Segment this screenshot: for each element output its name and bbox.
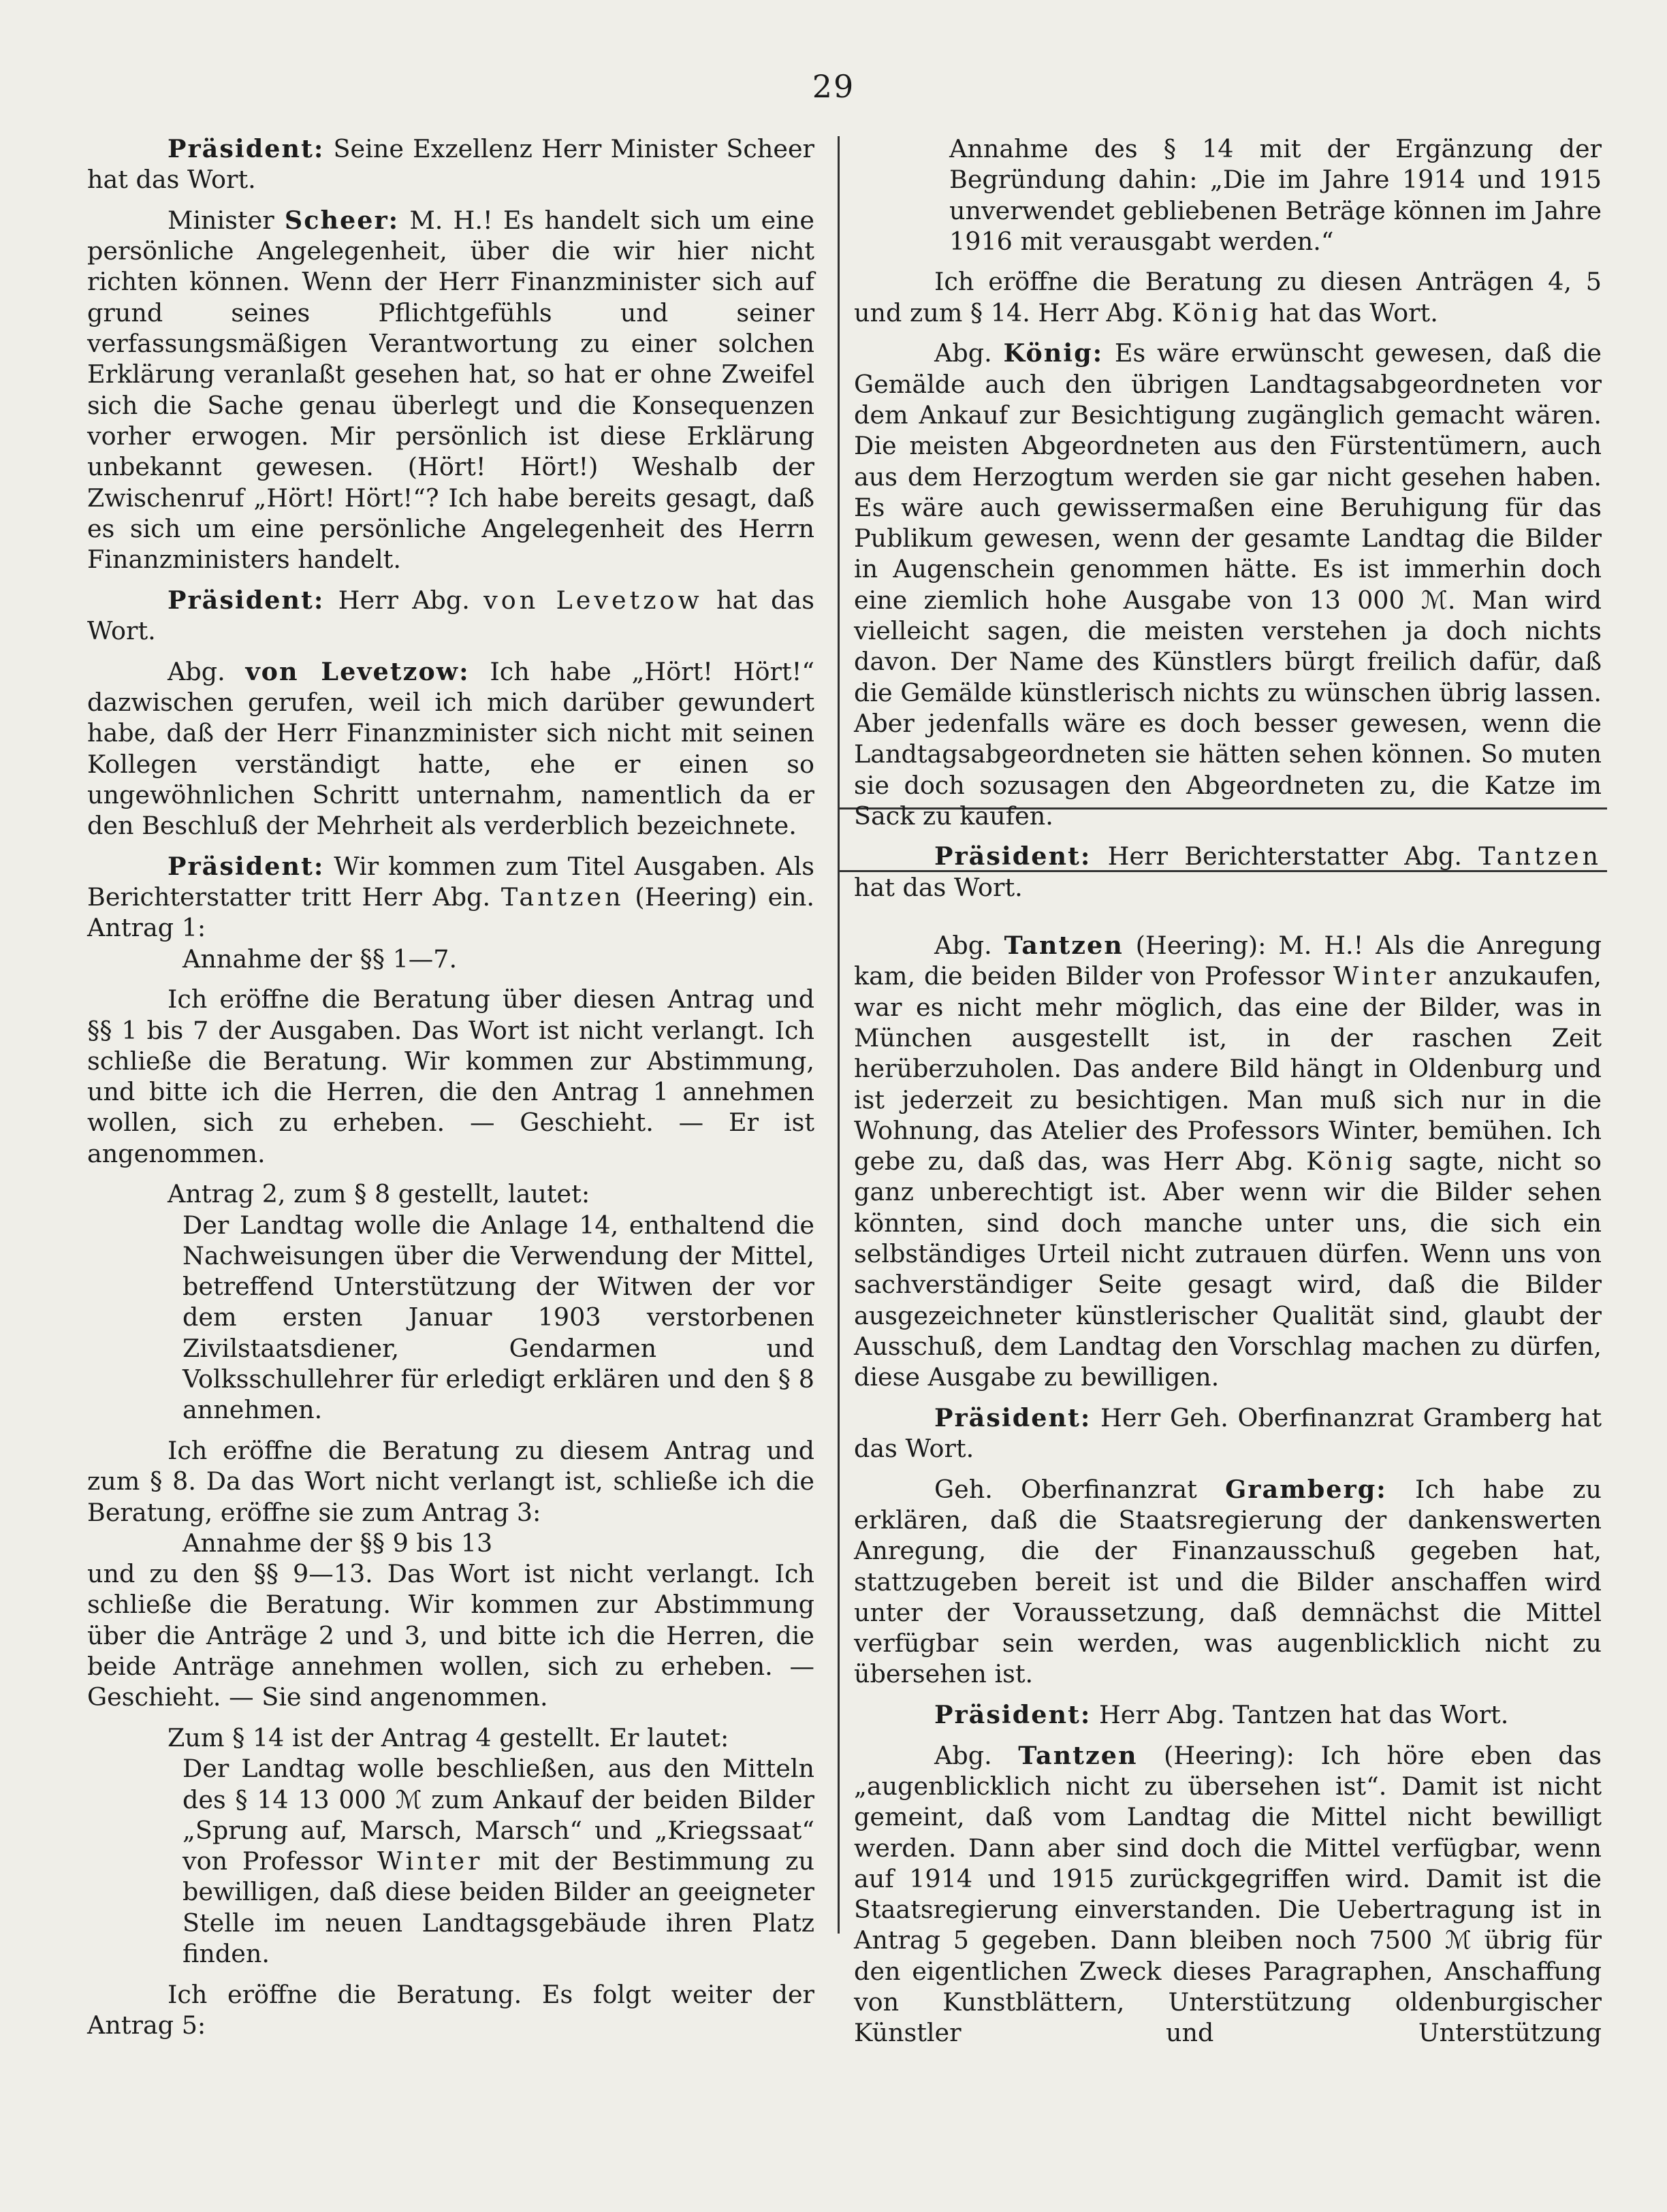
- speaker-label: Präsident:: [168, 585, 325, 615]
- paragraph-text: hat das Wort.: [87, 585, 815, 646]
- speaker-label: Tantzen: [1018, 1740, 1138, 1770]
- paragraph: und zu den §§ 9—13. Das Wort ist nicht verlangt. Ich schließe die Beratung. Wir kommen zur Abstimmung über die Anträge 2 und 3, und bitte ich die Herren, die beide Anträge annehmen wollen, sich zu erheben. — Geschieht. — Sie sind angenommen.: [87, 1559, 814, 1712]
- spaced-name: König: [1306, 1147, 1396, 1176]
- paragraph-text: hat das Wort.: [854, 872, 1023, 902]
- paragraph: Ich eröffne die Beratung über diesen Antrag und §§ 1 bis 7 der Ausgaben. Das Wort ist nicht verlangt. Ich schließe die Beratung. Wir kommen zur Abstimmung, und bitte ich die Herren, die den Antrag 1 annehmen wollen, sich zu erheben. — Geschieht. — Er ist angenommen.: [87, 984, 814, 1168]
- speaker-label: Gramberg:: [1225, 1474, 1387, 1504]
- motion-line: Annahme der §§ 9 bis 13: [182, 1528, 493, 1558]
- paragraph-text: Ich eröffne die Beratung zu diesen Anträgen 4, 5 und zum § 14. Herr Abg.: [854, 267, 1602, 327]
- spaced-name: Winter: [1333, 961, 1440, 991]
- column-divider: [838, 136, 840, 1934]
- motion-text: Der Landtag wolle beschließen, aus den Mitteln des § 14 13 000 ℳ zum Ankauf der beiden Bilder „Sprung auf, Marsch, Marsch“ und „Kriegssaat“ von Professor: [182, 1754, 814, 1876]
- paragraph: [854, 266, 1602, 328]
- spaced-name: Tantzen: [501, 882, 624, 912]
- paragraph: [854, 338, 1602, 831]
- paragraph-text: Herr Abg. Tantzen hat das Wort.: [1091, 1700, 1509, 1730]
- paragraph-text: (Heering) ein. Antrag 1:: [87, 882, 814, 943]
- paragraph-text: Ich habe „Hört! Hört!“ dazwischen gerufen, weil ich mich darüber gewundert habe, daß der Herr Finanzminister sich nicht mit seinen Kollegen verständigt hatte, ehe er einen so ungewöhnlichen Schritt unternahm, namentlich da er den Beschluß der Mehrheit als verderblich bezeichnete.: [87, 656, 814, 841]
- speaker-label: Tantzen: [1004, 931, 1124, 961]
- paragraph-text: Wir kommen zum Titel Ausgaben. Als Berichterstatter tritt Herr Abg.: [87, 851, 814, 912]
- paragraph: [854, 1474, 1602, 1690]
- left-column: [87, 133, 814, 2050]
- paragraph: [854, 841, 1602, 903]
- paragraph: Antrag 2, zum § 8 gestellt, lautet:: [168, 1179, 590, 1209]
- speaker-prefix: Abg.: [934, 1740, 1019, 1770]
- motion-block: [182, 1753, 814, 1969]
- speaker-label: Präsident:: [168, 134, 325, 163]
- motion-line: Annahme der §§ 1—7.: [182, 944, 458, 974]
- spaced-name: Winter: [377, 1846, 483, 1876]
- speaker-prefix: Abg.: [934, 931, 1004, 961]
- paragraph-text: Es wäre erwünscht gewesen, daß die Gemälde auch den übrigen Landtagsabgeordneten vor dem Ankauf zur Besichtigung zugänglich gemacht wären. Die meisten Abgeordneten aus den Fürstentümern, auch aus dem Herzogtum werden sie gar nicht gesehen haben. Es wäre auch gewissermaßen eine Beruhigung für das Publikum gewesen, wenn der gesamte Landtag die Bilder in Augenschein genommen hätte. Es ist immerhin doch eine ziemlich hohe Ausgabe von 13 000 ℳ. Man wird vielleicht sagen, die meisten verstehen ja doch nichts davon. Der Name des Künstlers bürgt freilich dafür, daß die Gemälde künstlerisch nichts zu wünschen übrig lassen. Aber jedenfalls wäre es doch besser gewesen, wenn die Landtagsabgeordneten sie hätten sehen können. So muten sie doch sozusagen den Abgeordneten zu, die Katze im Sack zu kaufen.: [854, 338, 1602, 831]
- paragraph: [87, 205, 814, 575]
- paragraph: [87, 656, 814, 841]
- paragraph: [854, 930, 1602, 1392]
- motion-text: mit der Bestimmung zu bewilligen, daß diese beiden Bilder an geeigneter Stelle im neuen Landtagsgebäude ihren Platz finden.: [182, 1846, 814, 1968]
- paragraph: [87, 585, 814, 647]
- right-column: [854, 133, 1602, 2058]
- speaker-label: Präsident:: [934, 1700, 1092, 1730]
- speaker-prefix: Minister: [168, 205, 285, 235]
- paragraph-text: hat das Wort.: [1261, 298, 1438, 327]
- paragraph-text: Herr Berichterstatter Abg.: [1091, 841, 1479, 871]
- paragraph-text: anzukaufen, war es nicht mehr möglich, das eine der Bilder, was in München ausgestellt ist, in der raschen Zeit herüberzuholen. Das andere Bild hängt in Oldenburg und ist jederzeit zu besichtigen. Man muß sich nur in die Wohnung, das Atelier des Professors Winter, bemühen. Ich gebe zu, daß das, was Herr Abg.: [854, 961, 1602, 1176]
- paragraph-text: M. H.! Es handelt sich um eine persönliche Angelegenheit, über die wir hier nicht richten können. Wenn der Herr Finanzminister sich auf grund seines Pflichtgefühls und seiner verfassungsmäßigen Verantwortung zu einer solchen Erklärung veranlaßt gesehen hat, so hat er ohne Zweifel sich die Sache genau überlegt und die Konsequenzen vorher erwogen. Mir persönlich ist diese Erklärung unbekannt gewesen. (Hört! Hört!) Weshalb der Zwischenruf „Hört! Hört!“? Ich habe bereits gesagt, daß es sich um eine persönliche Angelegenheit des Herrn Finanzministers handelt.: [87, 205, 815, 575]
- paragraph: [854, 1740, 1602, 2049]
- speaker-prefix: Geh. Oberfinanzrat: [934, 1474, 1226, 1504]
- paragraph-text: Ich habe zu erklären, daß die Staatsregierung der dankenswerten Anregung, die der Finanzausschuß gegeben hat, stattzugeben bereit ist und die Bilder anschaffen wird unter der Voraussetzung, daß demnächst die Mittel verfügbar sein werden, was augenblicklich nicht zu übersehen ist.: [854, 1474, 1602, 1689]
- motion-block: Der Landtag wolle die Anlage 14, enthaltend die Nachweisungen über die Verwendung der Mittel, betreffend Unterstützung der Witwen der vor dem ersten Januar 1903 verstorbenen Zivilstaatsdiener, Gendarmen und Volksschullehrer für erledigt erklären und den § 8 annehmen.: [182, 1210, 814, 1425]
- paragraph: [854, 1699, 1602, 1730]
- spaced-name: Tantzen: [1478, 841, 1602, 871]
- paragraph: Ich eröffne die Beratung zu diesem Antrag und zum § 8. Da das Wort nicht verlangt ist, schließe ich die Beratung, eröffne sie zum Antrag 3:: [87, 1435, 814, 1527]
- paragraph-text: (Heering): M. H.! Als die Anregung kam, die beiden Bilder von Professor: [854, 931, 1602, 991]
- paragraph: Zum § 14 ist der Antrag 4 gestellt. Er lautet:: [168, 1722, 729, 1752]
- speaker-prefix: Abg.: [168, 656, 246, 686]
- speaker-prefix: Abg.: [934, 338, 1004, 368]
- speaker-label: Präsident:: [934, 1402, 1092, 1432]
- spaced-name: von Levetzow: [483, 585, 703, 615]
- speaker-label: König:: [1003, 338, 1104, 368]
- speaker-label: Präsident:: [168, 851, 325, 881]
- paragraph: [87, 133, 814, 195]
- paragraph: [854, 1402, 1602, 1464]
- spaced-name: König: [1171, 298, 1262, 327]
- paragraph: [87, 851, 814, 944]
- page-number: 29: [812, 68, 855, 105]
- paragraph-text: Seine Exzellenz Herr Minister Scheer hat das Wort.: [87, 134, 814, 195]
- paragraph: Ich eröffne die Beratung. Es folgt weiter der Antrag 5:: [87, 1979, 814, 2040]
- motion-block: Annahme des § 14 mit der Ergänzung der Begründung dahin: „Die im Jahre 1914 und 1915 unverwendet gebliebenen Beträge können im Jahre 1916 mit verausgabt werden.“: [949, 134, 1602, 256]
- paragraph-text: (Heering): Ich höre eben das „augenblicklich nicht zu übersehen ist“. Damit ist nicht gemeint, daß vom Landtag die Mittel nicht bewilligt werden. Dann aber sind doch die Mittel verfügbar, wenn auf 1914 und 1915 zurückgegriffen wird. Damit ist die Staatsregierung einverstanden. Die Uebertragung ist in Antrag 5 gegeben. Dann bleiben noch 7500 ℳ übrig für den eigentlichen Zweck dieses Paragraphen, Anschaffung von Kunstblättern, Unterstützung oldenburgischer Künstler und Unterstützung: [854, 1740, 1602, 2048]
- paragraph-text: Herr Geh. Oberfinanzrat Gramberg hat das Wort.: [854, 1402, 1602, 1464]
- speaker-label: von Levetzow:: [245, 656, 470, 686]
- speaker-label: Präsident:: [934, 841, 1092, 871]
- speaker-label: Scheer:: [284, 205, 400, 235]
- paragraph-text: sagte, nicht so ganz unberechtigt ist. Aber wenn wir die Bilder sehen könnten, sind doch manche unter uns, die sich ein selbständiges Urteil nicht zutrauen dürfen. Wenn uns von sachverständiger Seite gesagt wird, daß die Bilder ausgezeichneter künstlerischer Qualität sind, glaubt der Ausschuß, dem Landtag den Vorschlag machen zu dürfen, diese Ausgabe zu bewilligen.: [854, 1147, 1602, 1392]
- paragraph-text: Herr Abg.: [324, 585, 484, 615]
